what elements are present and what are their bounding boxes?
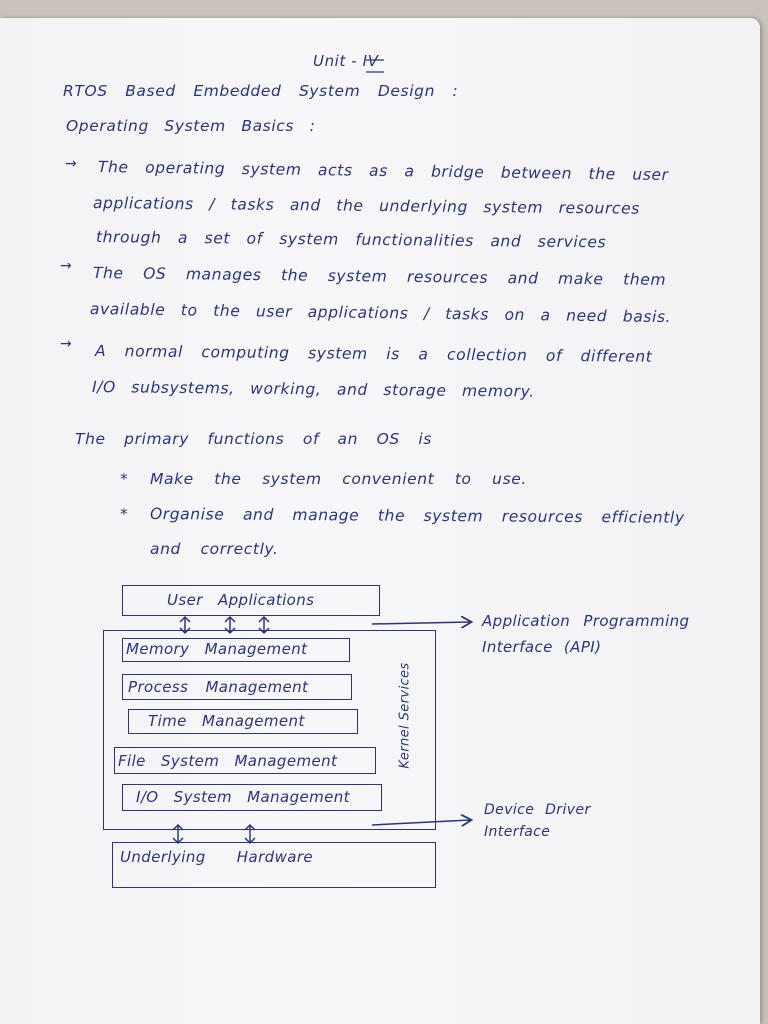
asterisk-icon: *	[120, 470, 129, 488]
function-1: Make the system convenient to use.	[150, 470, 527, 488]
unit-heading: Unit - IV	[313, 52, 379, 70]
bullet-1-line-3: through a set of system functionalities and services	[95, 228, 607, 252]
underlying-hardware-label: Underlying Hardware	[120, 848, 314, 866]
functions-intro: The primary functions of an OS is	[75, 430, 432, 448]
api-label-line-1: Application Programming	[482, 612, 690, 630]
api-label-line-2: Interface (API)	[482, 638, 602, 656]
function-2-line-2: and correctly.	[150, 540, 279, 558]
asterisk-icon: *	[120, 505, 129, 523]
bullet-3-line-2: I/O subsystems, working, and storage memory.	[91, 378, 535, 401]
kernel-services-label: Kernel Services	[397, 662, 413, 769]
api-arrow	[372, 622, 470, 624]
time-management-label: Time Management	[148, 712, 305, 730]
bullet-2-line-1: The OS manages the system resources and make them	[92, 264, 667, 290]
user-applications-label: User Applications	[167, 591, 315, 609]
function-2-line-1: Organise and manage the system resources efficiently	[149, 505, 685, 527]
bullet-arrow-icon: →	[60, 258, 72, 274]
device-driver-line-1: Device Driver	[484, 802, 591, 818]
process-management-label: Process Management	[128, 678, 309, 696]
device-driver-arrow	[372, 820, 470, 825]
bullet-1-line-1: The operating system acts as a bridge between the user	[97, 158, 669, 184]
bullet-arrow-icon: →	[65, 156, 77, 172]
bullet-arrow-icon: →	[60, 336, 72, 352]
memory-management-label: Memory Management	[126, 640, 308, 658]
section-subtitle: Operating System Basics :	[66, 117, 316, 135]
file-system-management-label: File System Management	[118, 752, 338, 770]
page-title: RTOS Based Embedded System Design :	[63, 82, 459, 100]
device-driver-line-2: Interface	[484, 824, 551, 840]
bullet-2-line-2: available to the user applications / tasks on a need basis.	[89, 300, 672, 327]
bullet-1-line-2: applications / tasks and the underlying system resources	[92, 194, 640, 218]
io-system-management-label: I/O System Management	[136, 788, 350, 806]
bullet-3-line-1: A normal computing system is a collection of different	[94, 342, 653, 366]
